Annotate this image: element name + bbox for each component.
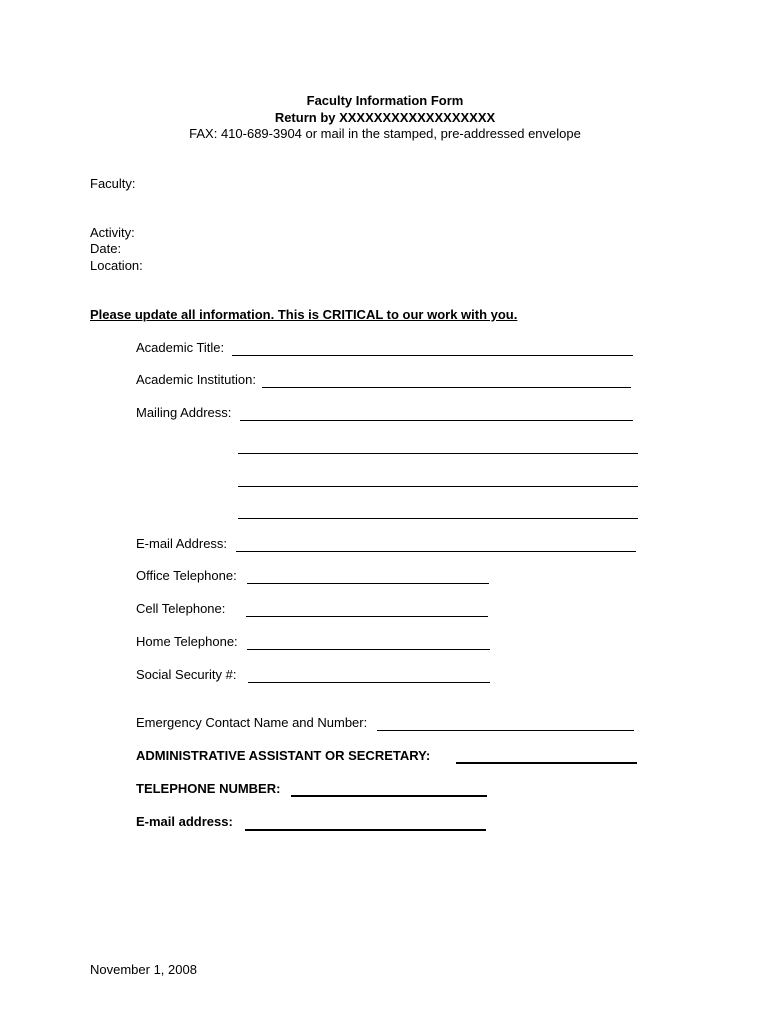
mailing-address-label: Mailing Address: xyxy=(136,405,232,420)
admin-assistant-field[interactable] xyxy=(456,761,637,764)
office-telephone-field[interactable] xyxy=(247,582,489,584)
faculty-label: Faculty: xyxy=(90,176,136,191)
cell-telephone-label: Cell Telephone: xyxy=(136,601,226,616)
fax-line: FAX: 410-689-3904 or mail in the stamped, pre-addressed envelope xyxy=(189,126,581,141)
cell-telephone-field[interactable] xyxy=(246,615,488,617)
mailing-address-field-1[interactable] xyxy=(240,419,633,421)
location-label: Location: xyxy=(90,258,143,273)
emergency-contact-field[interactable] xyxy=(377,729,634,731)
mailing-address-field-3[interactable] xyxy=(238,485,638,487)
footer-date: November 1, 2008 xyxy=(90,962,197,977)
academic-title-label: Academic Title: xyxy=(136,340,225,355)
academic-institution-label: Academic Institution: xyxy=(136,372,256,387)
academic-title-field[interactable] xyxy=(232,354,633,356)
social-security-field[interactable] xyxy=(248,681,490,683)
instruction-text: Please update all information. This is CRITICAL to our work with you. xyxy=(90,307,518,322)
mailing-address-field-4[interactable] xyxy=(238,517,638,519)
office-telephone-label: Office Telephone: xyxy=(136,568,237,583)
assistant-telephone-field[interactable] xyxy=(291,794,487,797)
assistant-email-label: E-mail address: xyxy=(136,814,233,829)
activity-label: Activity: xyxy=(90,225,135,240)
email-address-field[interactable] xyxy=(236,550,636,552)
email-address-label: E-mail Address: xyxy=(136,536,228,551)
assistant-telephone-label: TELEPHONE NUMBER: xyxy=(136,781,281,796)
social-security-label: Social Security #: xyxy=(136,667,237,682)
academic-institution-field[interactable] xyxy=(262,386,631,388)
return-by-line: Return by XXXXXXXXXXXXXXXXXX xyxy=(274,110,496,125)
form-title: Faculty Information Form xyxy=(306,93,464,108)
emergency-contact-label: Emergency Contact Name and Number: xyxy=(136,715,368,730)
home-telephone-field[interactable] xyxy=(247,648,490,650)
mailing-address-field-2[interactable] xyxy=(238,452,638,454)
assistant-email-field[interactable] xyxy=(245,828,486,831)
date-label: Date: xyxy=(90,241,122,256)
admin-assistant-label: ADMINISTRATIVE ASSISTANT OR SECRETARY: xyxy=(136,748,431,763)
home-telephone-label: Home Telephone: xyxy=(136,634,238,649)
